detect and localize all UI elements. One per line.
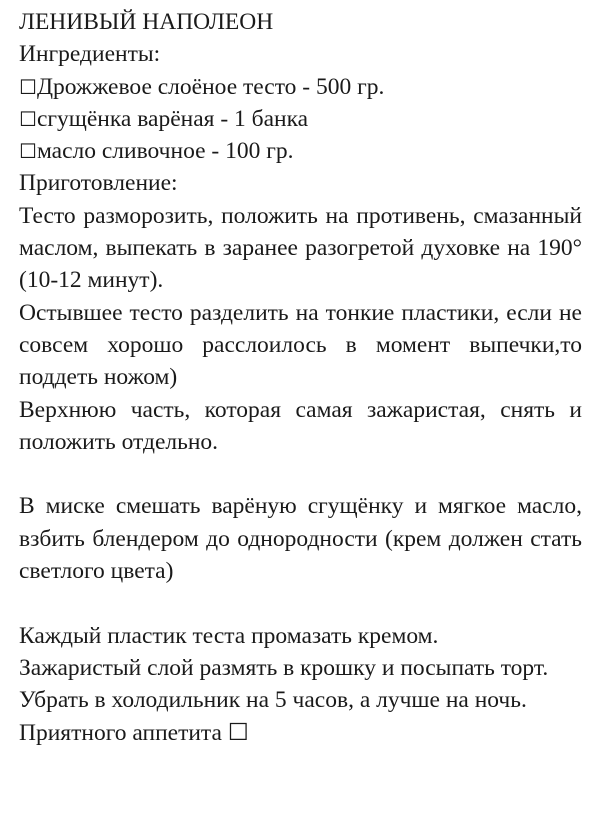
preparation-heading: Приготовление:: [19, 170, 178, 197]
step-paragraph: Остывшее тесто разделить на тонкие пластики, если не совсем хорошо расслоилось в момент выпечки,то поддеть ножом): [19, 299, 582, 391]
step-paragraph: Верхнюю часть, которая самая зажаристая, снять и положить отдельно.: [19, 396, 582, 455]
ingredient-item: [19, 103, 582, 135]
ingredients-heading: Ингредиенты:: [19, 41, 161, 68]
checkbox-icon: ☐: [19, 74, 37, 99]
blank-line: [19, 458, 582, 490]
ingredient-item: [19, 71, 582, 103]
step-paragraph: Убрать в холодильник на 5 часов, а лучше на ночь.: [19, 687, 527, 714]
step-paragraph: Тесто разморозить, положить на противень, смазанный маслом, выпекать в заранее разогретой духовке на 190° (10-12 минут).: [19, 202, 582, 294]
ingredient-text: Дрожжевое слоёное тесто - 500 гр.: [36, 73, 385, 100]
ingredient-text: сгущёнка варёная - 1 банка: [36, 105, 309, 132]
recipe-document: [19, 6, 582, 749]
closing-line: Приятного аппетита ☐: [19, 719, 249, 746]
step-paragraph: В миске смешать варёную сгущёнку и мягкое масло, взбить блендером до однородности (крем должен стать светлого цвета): [19, 493, 582, 585]
checkbox-icon: ☐: [19, 139, 37, 164]
blank-line: [19, 587, 582, 619]
recipe-title: ЛЕНИВЫЙ НАПОЛЕОН: [19, 9, 274, 35]
ingredient-item: [19, 135, 582, 167]
checkbox-icon: ☐: [19, 106, 37, 131]
step-paragraph: Зажаристый слой размять в крошку и посыпать торт.: [19, 654, 549, 681]
step-paragraph: Каждый пластик теста промазать кремом.: [19, 622, 439, 649]
ingredient-text: масло сливочное - 100 гр.: [36, 138, 294, 165]
